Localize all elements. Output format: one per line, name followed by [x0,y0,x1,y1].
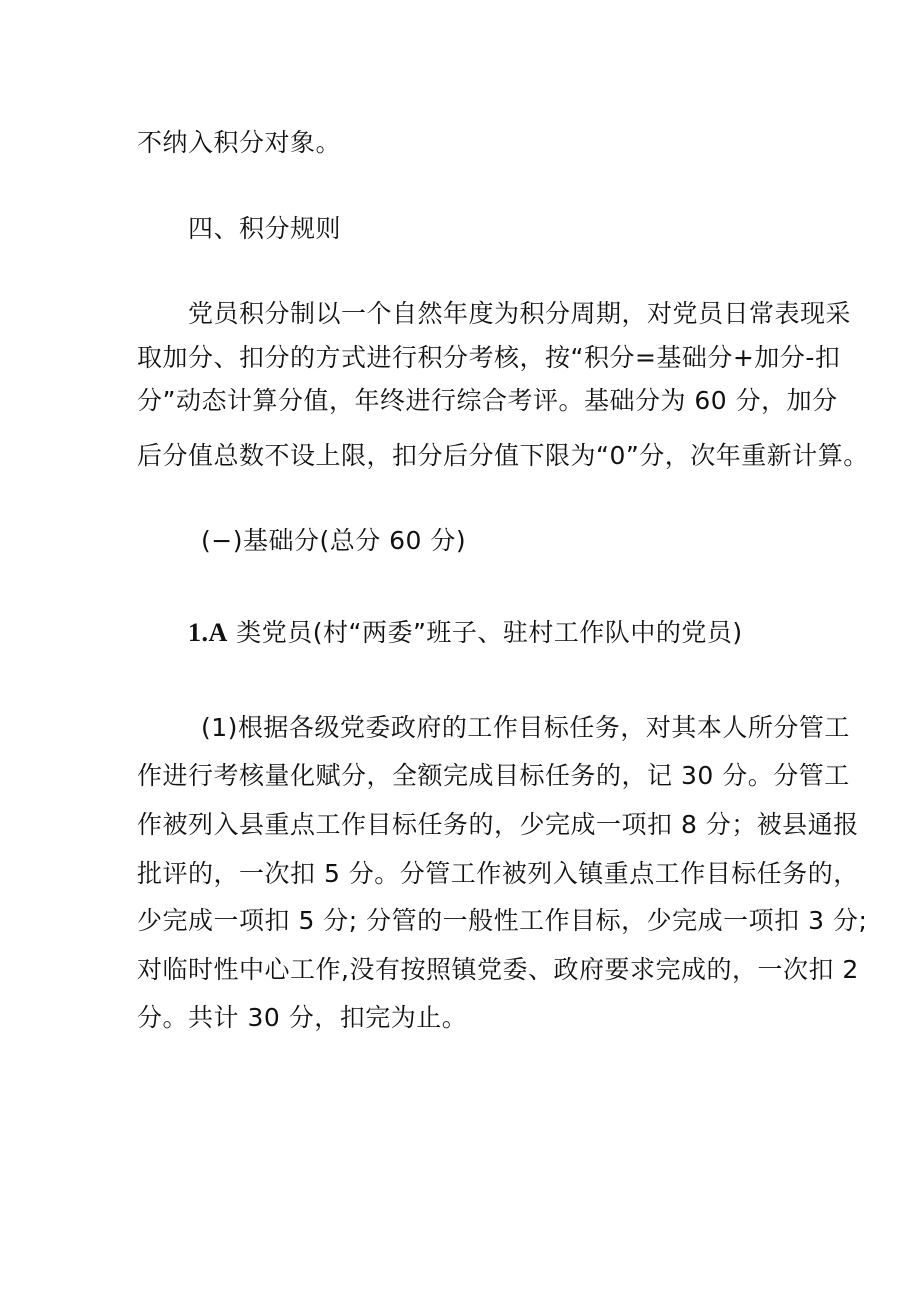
paragraph-line: 取加分、扣分的方式进行积分考核，按“积分=基础分+加分-扣 [137,343,841,372]
category-number: 1.A [188,618,228,647]
paragraph-line: 分”动态计算分值，年终进行综合考评。基础分为 60 分，加分 [137,386,838,415]
subsection-heading: (−)基础分(总分 60 分) [201,526,467,555]
item-line: (1)根据各级党委政府的工作目标任务，对其本人所分管工 [201,713,850,742]
item-line: 分。共计 30 分，扣完为止。 [137,1003,468,1032]
continuation-text: 不纳入积分对象。 [137,128,342,157]
paragraph-line: 党员积分制以一个自然年度为积分周期，对党员日常表现采 [188,299,852,328]
item-line: 作被列入县重点工作目标任务的，少完成一项扣 8 分；被县通报 [137,810,859,839]
category-heading [188,618,848,648]
item-line: 对临时性中心工作,没有按照镇党委、政府要求完成的，一次扣 2 [137,955,859,984]
section-heading: 四、积分规则 [188,214,342,243]
item-line: 作进行考核量化赋分，全额完成目标任务的，记 30 分。分管工 [137,761,850,790]
paragraph-line: 后分值总数不设上限，扣分后分值下限为“0”分，次年重新计算。 [137,441,869,470]
item-line: 批评的，一次扣 5 分。分管工作被列入镇重点工作目标任务的， [137,859,859,888]
item-line: 少完成一项扣 5 分; 分管的一般性工作目标，少完成一项扣 3 分; [137,906,868,935]
category-text: 类党员(村“两委”班子、驻村工作队中的党员) [236,618,743,647]
